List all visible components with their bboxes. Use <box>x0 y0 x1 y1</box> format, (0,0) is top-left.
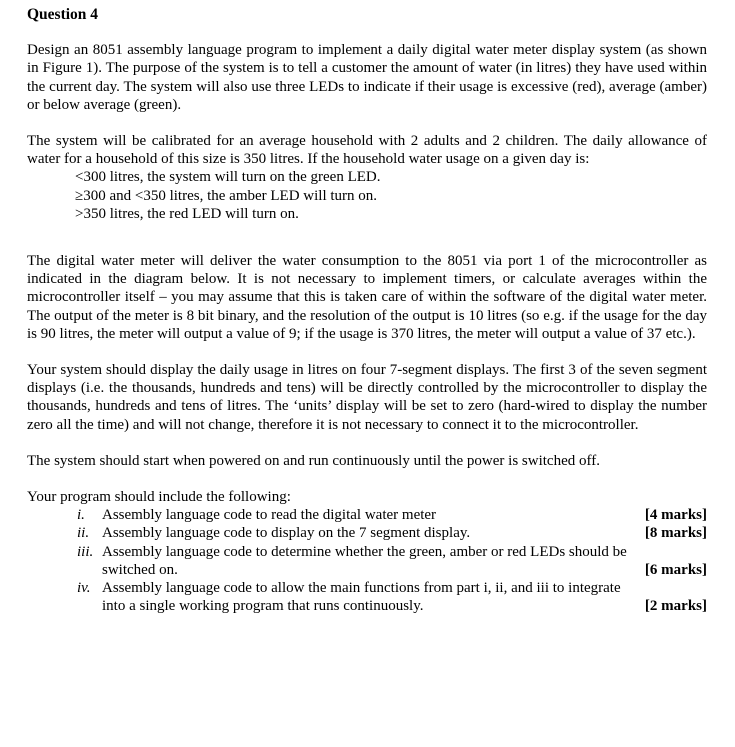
intro-paragraph: Design an 8051 assembly language program to implement a daily digital water meter display system (as shown in Figure 1). The purpose of the system is to tell a customer the amount of water (in litres) they have used within the current day. The system will also use three LEDs to indicate if their usage is excessive (red), average (amber) or below average (green). <box>27 42 707 113</box>
condition-amber: ≥300 and <350 litres, the amber LED will turn on. <box>75 187 378 204</box>
item-marks: [6 marks] <box>644 561 707 578</box>
item-text: Assembly language code to read the digital water meter <box>102 507 437 524</box>
list-item <box>77 524 707 542</box>
item-text: Assembly language code to display on the 7 segment display. <box>102 525 471 542</box>
question-page <box>27 6 707 615</box>
list-item <box>77 579 707 615</box>
item-text-continued: into a single working program that runs continuously. <box>102 598 424 615</box>
item-number: iv. <box>77 580 91 597</box>
item-text-continued: switched on. <box>102 561 178 578</box>
item-number: i. <box>77 507 85 524</box>
conditions-list <box>75 168 707 223</box>
condition-red: >350 litres, the red LED will turn on. <box>75 205 299 222</box>
display-paragraph: Your system should display the daily usage in litres on four 7-segment displays. The first 3 of the seven segment displays (i.e. the thousands, hundreds and tens) will be directly controlled by the microcontroller to display the thousands, hundreds and tens of litres. The ‘units’ display will be set to zero (hard-wired to display the number zero all the time) and will not change, therefore it is not necessary to connect it to the microcontroller. <box>27 362 707 433</box>
item-text: Assembly language code to determine whether the green, amber or red LEDs should be <box>102 543 627 560</box>
item-marks: [2 marks] <box>644 598 707 615</box>
condition-green: <300 litres, the system will turn on the green LED. <box>75 169 381 186</box>
program-intro: Your program should include the following: <box>27 489 291 506</box>
question-heading: Question 4 <box>27 6 99 23</box>
meter-paragraph: The digital water meter will deliver the water consumption to the 8051 via port 1 of the microcontroller as indicated in the diagram below. It is not necessary to implement timers, or calculate averages within the microcontroller itself – you may assume that this is taken care of within the software of the digital water meter. The output of the meter is 8 bit binary, and the resolution of the output is 10 litres (so e.g. if the usage for the day is 90 litres, the meter will output a value of 9; if the usage is 370 litres, the meter will output a value of 37 etc.). <box>27 253 707 342</box>
item-text: Assembly language code to allow the main functions from part i, ii, and iii to integrate <box>102 580 621 597</box>
list-item <box>77 506 707 524</box>
start-paragraph: The system should start when powered on and run continuously until the power is switched off. <box>27 452 600 469</box>
item-number: iii. <box>77 543 94 560</box>
item-number: ii. <box>77 525 90 542</box>
requirements-list <box>77 506 707 615</box>
item-marks: [4 marks] <box>644 507 707 524</box>
calibration-paragraph: The system will be calibrated for an average household with 2 adults and 2 children. The daily allowance of water for a household of this size is 350 litres. If the household water usage on a given day is: <box>27 133 707 168</box>
item-marks: [8 marks] <box>644 525 707 542</box>
list-item <box>77 543 707 579</box>
